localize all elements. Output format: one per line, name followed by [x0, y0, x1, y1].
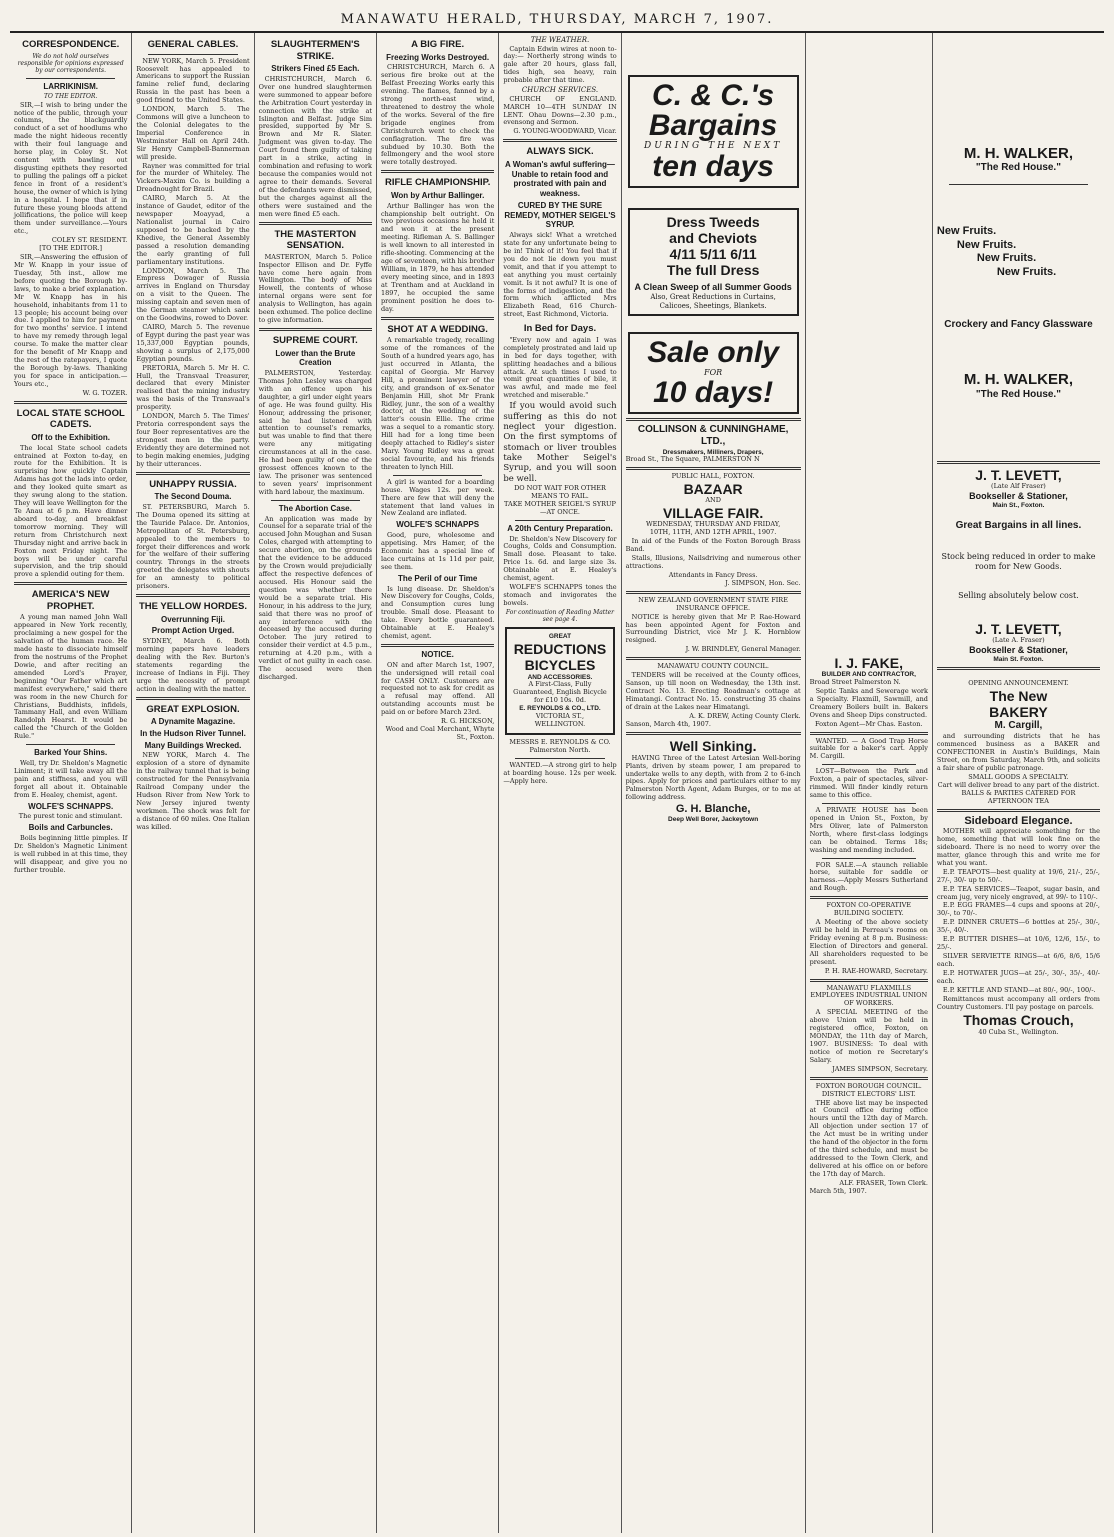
sideboard-rings: SILVER SERVIETTE RINGS—at 6/6, 8/6, 15/6 each. [936, 952, 1100, 968]
hall-stalls: Stalls, Illusions, Nailsdriving and numerous other attractions. [625, 554, 801, 570]
article-avoid: If you would avoid such suffering as this do not neglect your digestion. On the first symptoms of stomach or liver troubles take Mother Seigel's Syrup, and you will soon be well. [503, 401, 617, 484]
church-vicar: G. YOUNG-WOODWARD, Vicar. [513, 127, 617, 136]
bikes-offer: A First-Class, Fully Guaranteed, English Bicycle for £10 10s. 0d. [513, 680, 607, 705]
cc-bargains: Bargains [648, 109, 778, 142]
jt-late-2: (Late A. Fraser) [992, 636, 1045, 645]
cable-2: LONDON, March 5. The Commons will give a luncheon to the Colonial delegates to the Imperial Conference in Westminster Hall on April 24th. Sir Henry Campbell-Bannerman will preside. [136, 105, 250, 161]
new-fruits-3: New Fruits. [976, 252, 1037, 265]
crockery: Crockery and Fancy Glassware [944, 319, 1093, 331]
subheading-buildings: Many Buildings Wrecked. [144, 740, 242, 750]
divider [26, 78, 115, 79]
reynolds-place: Palmerston North. [529, 745, 591, 754]
heading-wedding: SHOT AT A WEDDING. [387, 323, 488, 335]
bakery-text: and surrounding districts that he has commenced business as a BAKER and CONFECTIONER in Austin's Buildings, Main Street, on from Saturday, March 9th, and solicits a fair share of public patronage. [936, 732, 1100, 772]
divider [14, 401, 127, 404]
subheading-douma: The Second Douma. [154, 492, 232, 502]
jt-name-1: J. T. LEVETT, [975, 466, 1062, 483]
to-editor: TO THE EDITOR. [44, 93, 98, 101]
bikes-company: E. REYNOLDS & CO., LTD. [519, 705, 601, 713]
hall-sec: J. SIMPSON, Hon. Sec. [725, 578, 801, 587]
heading-cadets: LOCAL STATE SCHOOL CADETS. [16, 407, 125, 431]
heading-peril: The Peril of our Time [397, 573, 478, 583]
subheading-freezing: Freezing Works Destroyed. [386, 52, 490, 62]
bakery-owner: M. Cargill, [994, 720, 1043, 732]
column-7 [806, 33, 933, 1533]
heading-abortion-case: The Abortion Case. [278, 503, 352, 513]
divider [810, 979, 928, 982]
column-5 [499, 33, 621, 1533]
sideboard-egg-frames: E.P. EGG FRAMES—4 cups and spoons at 20/-, 30/-, to 70/-. [936, 901, 1100, 918]
cable-3: Rayner was committed for trial for the murder of Whiteley. The Vickers-Maxim Co. is building a Dreadnought for Brazil. [136, 161, 250, 194]
jt-trade-1: Bookseller & Stationer, [969, 490, 1068, 501]
divider [148, 54, 237, 55]
column-4 [377, 33, 499, 1533]
new-bakery-1: The New [989, 687, 1048, 704]
hall-bazaar: BAZAAR [683, 481, 743, 498]
hall-village-fair: VILLAGE FAIR. [662, 505, 764, 522]
heading-explosion: GREAT EXPLOSION. [146, 703, 240, 715]
new-fruits-4: New Fruits. [996, 265, 1057, 278]
mcc-tenders: TENDERS will be received at the County offices, Sanson, up till noon on Wednesday, the 13th inst. Contract No. 13. Erecting Roadman's cottage at Himatangi. Contract No. 15. constructing 35 chains of drain at the Lakes near Himatangi. [625, 671, 801, 711]
hall-and: AND [705, 496, 721, 505]
wanted-girl: WANTED.—A strong girl to help at boarding house. 12s per week.—Apply here. [503, 760, 617, 785]
reynolds-messrs: MESSRS E. REYNOLDS & CO. [509, 738, 611, 746]
mcc-title: MANAWATU COUNTY COUNCIL. [657, 662, 769, 671]
sideboard-remittances: Remittances must accompany all orders from Country Customers. I'll pay postage on parcels. [936, 994, 1100, 1011]
fake-services: Septic Tanks and Sewerage work a Specialty. Flaxmill, Sawmill, and Creamery Boilers built in. Bakers Ovens and Sheep Dips constructed. [809, 686, 928, 719]
fcb-notice: A Meeting of the above society will be held in Perreau's rooms on Friday evening at 8 p.m. Business: Election of Directors and general. All shareholders requested to be present. [809, 918, 928, 966]
heading-prophet: AMERICA'S NEW PROPHET. [31, 589, 110, 612]
fbc-clerk: ALF. FRASER, Town Clerk. [839, 1178, 928, 1187]
fake-trade: BUILDER AND CONTRACTOR, [821, 671, 916, 679]
collinson-address: Broad St., The Square, PALMERSTON N [625, 455, 760, 464]
nzg-manager: J. W. BRINDLEY, General Manager. [685, 645, 801, 654]
jt-late-1: (Late Alf Fraser) [991, 481, 1046, 490]
divider [626, 467, 801, 470]
jt-name-2: J. T. LEVETT, [975, 621, 1062, 638]
mf-sec: JAMES SIMPSON, Secretary. [832, 1064, 928, 1073]
balls-parties: BALLS & PARTIES CATERED FOR [961, 788, 1076, 797]
heading-weather: THE WEATHER. [530, 36, 590, 44]
blank-space [810, 35, 928, 655]
divider [515, 520, 604, 521]
sideboard-teapots: E.P. TEAPOTS—best quality at 19/6, 21/-, 25/-, 27/-, 30/- up to 50/-. [936, 867, 1100, 884]
heading-notice: NOTICE. [421, 649, 454, 659]
divider [393, 475, 482, 476]
heading-always-sick: ALWAYS SICK. [526, 146, 594, 158]
sale-only: Sale only [647, 336, 779, 370]
ad-discovery: Dr. Sheldon's New Discovery for Coughs, Colds and Consumption. Small dose. Pleasant to take. Price 1s. 6d. and large size 3s. Obtainable at E. Healey's chemist, agent. [503, 534, 617, 583]
divider [515, 758, 604, 759]
divider [136, 594, 249, 597]
cc-during: DURING THE NEXT [644, 141, 783, 151]
notice-coal: ON and after March 1st, 1907, the undersigned will retail coal for CASH ONLY. Customers are requested not to ask for credit as a refusal may offend. All outstanding accounts must be paid on or before March 23rd. [380, 660, 495, 717]
jt-address-2: Main St. Foxton. [993, 656, 1044, 664]
bikes-address: VICTORIA ST., WELLINGTON. [534, 712, 586, 729]
hall-attendants: Attendants in Fancy Dress. [668, 570, 758, 579]
new-fruits-1: New Fruits. [936, 225, 997, 238]
sale-ad [628, 332, 799, 414]
church-services: CHURCH OF ENGLAND. MARCH 10—4TH SUNDAY IN LENT. Ohau Downs—2.30 p.m., evensong and Sermon. [503, 94, 617, 127]
heading-cables: GENERAL CABLES. [147, 39, 239, 50]
signature-1: COLEY ST. RESIDENT. [51, 236, 128, 245]
schnapps-tag: The purest tonic and stimulant. [18, 812, 123, 821]
fake-agent: Foxton Agent—Mr Chas. Easton. [814, 719, 923, 728]
divider [626, 657, 801, 660]
heading-supreme-court: SUPREME COURT. [272, 334, 358, 346]
divider [26, 744, 115, 745]
cable-4: CAIRO, March 5. At the instance of Gaudet, editor of the newspaper Moayyad, a Nationalist journal in Cairo supposed to be backed by the Khedive, the General Assembly passed a resolution demanding the early granting of full parliamentary institutions. [136, 194, 250, 266]
for-sale: FOR SALE.—A staunch reliable horse, suitable for saddle or harness.—Apply Messrs Sutherland and Rough. [809, 860, 928, 893]
fbc-notice: THE above list may be inspected at Council office during office hours until the 12th day of March. All objection under section 17 of the Act must be in writing under the hand of the objector in the form of the third schedule, and must be addressed to the Town Clerk, and delivered at his office on or before the 17th day of March. [809, 1098, 928, 1178]
columns [10, 33, 1104, 1533]
subheading-dynamite: A Dynamite Magazine. [150, 717, 236, 727]
divider [381, 644, 494, 647]
article-hamer: Good, pure, wholesome and appetising. Mrs Hamer, of the Economic has a special line of lace curtains at 1s 11d per pair, see them. [380, 531, 495, 571]
heading-schnapps: WOLFE'S SCHNAPPS. [28, 801, 114, 811]
fbc-title: FOXTON BOROUGH COUNCIL. [815, 1081, 922, 1090]
ad-lung: Is lung disease. Dr. Sheldon's New Discovery for Coughs, Colds, and Consumption cures lung trouble. Small dose. Pleasant to take. Every bottle guaranteed. Obtainable at E. Healey's chemist, agent. [380, 584, 495, 641]
divider [381, 317, 494, 320]
selling-below: Selling absolutely below cost. [958, 591, 1079, 601]
divider [626, 591, 801, 594]
cc-bargains-ad [628, 75, 799, 188]
article-fire: CHRISTCHURCH, March 6. A serious fire broke out at the Belfast Freezing Works early this evening. The flames, fanned by a strong north-east wind, threatened to destroy the whole of the works. Several of the fire brigade engines from Christchurch went to check the conflagration. The fire was subdued by 10.30. Both the fellmongery and the wool store were totally destroyed. [380, 63, 495, 167]
dt-3: 4/11 5/11 6/11 [669, 246, 757, 263]
heading-church: CHURCH SERVICES. [521, 86, 599, 95]
cs-2: Also, Great Reductions in Curtains, Calicoes, Sheetings, Blankets. [650, 293, 776, 310]
mf-notice: A SPECIAL MEETING of the above Union will be held in registered office, Foxton, on MONDAY, the 11th day of March, 1907. BUSINESS: To deal with notice of motion re Secretary's Salary. [809, 1008, 928, 1064]
heading-boils: Boils and Carbuncles. [28, 823, 113, 833]
weather-report: Captain Edwin wires at noon to-day:— Northerly strong winds to gale after 20 hours, glass fall, tides high, sea heavy, rain probable after that time. [503, 44, 617, 85]
heading-schnapps-2: WOLFE'S SCHNAPPS [396, 520, 480, 530]
editorial-note: We do not hold ourselves responsible for opinions expressed by our correspondents. [17, 52, 124, 75]
ad-schnapps: WOLFE'S SCHNAPPS tones the stomach and invigorates the bowels. [503, 583, 617, 607]
subheading-prompt: Prompt Action Urged. [151, 626, 235, 636]
cc-title: C. & C.'s [652, 79, 775, 112]
sale-for: FOR [704, 368, 723, 378]
opening-announcement: OPENING ANNOUNCEMENT. [968, 678, 1069, 687]
article-abortion: An application was made by Counsel for a separate trial of the accused John Moughan and Susan Coles, charged with attempting to secure abortion, on the grounds that the evidence to be adduced by the Crown would prejudicially affect the respective defences of accused. His Honour said the question was whether there would be a separate trial. His Honour, in his address to the jury, said that there was no proof of any interference with the deceased by the accused during October. The jury retired to consider their verdict at 4.5 p.m., returning at 4.20 p.m., with a verdict of not guilty in each case. The accused were then discharged. [258, 514, 372, 681]
hall-1: PUBLIC HALL, FOXTON. [671, 472, 755, 481]
cart-delivery: Cart will deliver bread to any part of the district. [937, 780, 1100, 789]
to-editor-2: [TO THE EDITOR.] [39, 244, 103, 253]
take-syrup: TAKE MOTHER SEIGEL'S SYRUP —AT ONCE. [504, 499, 616, 516]
divider [259, 328, 372, 331]
small-goods: SMALL GOODS A SPECIALTY. [968, 772, 1069, 781]
hall-aid: In aid of the Funds of the Foxton Borough Brass Band. [625, 537, 801, 554]
new-bakery-2: BAKERY [989, 703, 1048, 720]
ws-text: HAVING Three of the Latest Artesian Well-boring Plants, driven by steam power, I am prepared to undertake wells to any depth, with from 2 to 6-inch pipes. Apply for prices and particulars either to my Palmerston North Agent, Adam Burges, or to me at following address. [625, 753, 801, 802]
article-cadets: The local State school cadets entrained at Foxton to-day, en route for the Exhibition. It is surprising how quickly Captain Adams has got the lads into order, and they looked quite smart as they swung along to the station. They will leave Wellington for the Te Anau at 6 p.m. Have dinner aboard to-day, and breakfast tomorrow morning. They will return from Christchurch next Thursday night and arrive back in Foxton next Friday night. The boys will be under careful supervision, and the trip should prove a splendid outing for them. [14, 443, 128, 579]
divider [136, 697, 249, 700]
divider [822, 803, 916, 804]
ad-liniment: Well, try Dr. Sheldon's Magnetic Liniment; it will take away all the pain and stiffness, and you will forget all about it. Obtainable from E. Healey, chemist, agent. [14, 758, 128, 799]
heading-20th-century: A 20th Century Preparation. [507, 523, 613, 533]
cable-6: CAIRO, March 5. The revenue of Egypt during the past year was 15,337,000 Egyptian pounds, showing a surplus of 2,175,000 Egyptian pounds. [136, 323, 250, 363]
fbc-date: March 5th, 1907. [809, 1186, 867, 1195]
new-fruits-2: New Fruits. [956, 238, 1017, 251]
column-8 [933, 33, 1104, 1533]
notice-signature-2: Wood and Coal Merchant, Whyte St., Foxton. [385, 725, 495, 742]
article-court: PALMERSTON, Yesterday. Thomas John Lesley was charged with an offence upon his daughter, a girl under eight years of age. He was found guilty. His Honour, addressing the prisoner, said he had listened with attention to counsel's remarks, but was unable to find that there were any mitigating circumstances at all in the case. He had been guilty of one of the grossest offences known to the law. The prisoner was sentenced to seven years' imprisonment with hard labour, the maximum. [258, 369, 372, 496]
heading-masterton: THE MASTERTON SENSATION. [274, 228, 357, 252]
column-1 [10, 33, 132, 1533]
divider [949, 184, 1088, 185]
signature-2: W. G. TOZER. [82, 388, 128, 397]
heading-larrikinism: LARRIKINISM. [43, 81, 98, 91]
heading-rifle: RIFLE CHAMPIONSHIP. [384, 177, 491, 189]
cable-1: NEW YORK, March 5. President Roosevelt has appealed to Americans to support the Russian famine relief fund, declaring Russia in the past has been a good friend to the United States. [136, 56, 250, 105]
great-bargains: Great Bargains in all lines. [955, 519, 1082, 531]
cs-1: A Clean Sweep of all Summer Goods [634, 282, 792, 293]
bikes-accessories: AND ACCESSORIES. [527, 673, 593, 681]
cable-7: PRETORIA, March 5. Mr H. C. Hull, the Transvaal Treasurer, declared that every Minister realised that the mining industry was the basis of the Transvaal's prosperity. [136, 363, 250, 412]
private-house: A PRIVATE HOUSE has been opened in Union St., Foxton, by Mrs Oliver, late of Palmerston North, where first-class lodgings can be obtained. Terms 18s; washing and mending included. [809, 806, 928, 854]
mf-title: MANAWATU FLAXMILLS EMPLOYEES INDUSTRIAL UNION OF WORKERS. [810, 983, 928, 1008]
article-masterton: MASTERTON, March 5. Police Inspector Ellison and Dr. Fyffe have come here again from Wellington. The body of Miss Howell, the contents of whose internal organs were sent for analysis to Wellington, has again been exhumed. The police decline to give information. [258, 252, 372, 325]
heading-bed: In Bed for Days. [523, 323, 597, 335]
mcc-clerk: A. K. DREW, Acting County Clerk. [689, 711, 801, 720]
article-wedding: A remarkable tragedy, recalling some of the romances of the South of a hundred years ago, has just occurred in Atlanta, the capital of Georgia. Mr Harvey Hill, a prominent lawyer of the city, and grandson of ex-Senator Benjamin Hill, shot Mr Frank Ridley, junr., the son of a wealthy doctor, at the wedding of the latter's cousin Ellie. The crime was a sequel to a romantic story. Hill had for a long time been deeply attached to Ridley's sister Mary. Young Ridley was a great social favourite, and his friends threaten to lynch Hill. [380, 336, 495, 471]
fcb-sec: P. H. RAE-HOWARD, Secretary. [824, 966, 928, 975]
jt-trade-2: Bookseller & Stationer, [969, 645, 1068, 656]
stock-reduced: Stock being reduced in order to make room for New Goods. [941, 551, 1096, 571]
subheading-brute: Lower than the Brute Creation [275, 348, 356, 368]
cable-8: LONDON, March 5. The Times' Pretoria correspondent says the four Boer representatives are the strongest men in the party. Evidently they are determined not to begin making enemies, judging by their utterances. [136, 412, 250, 468]
heading-fire: A BIG FIRE. [411, 39, 465, 50]
article-strike: CHRISTCHURCH, March 6. Over one hundred slaughtermen were summoned to appear before the Arbitration Court yesterday in connection with the strike at Islington and Belfast. Judge Sim presided, supported by Mr S. Brown and Mr R. Slater. Judgment was given to-day. The Court found them guilty of taking part in a strike, acting in combination and refusing to work because the companies would not agree to their demands. Several of the defendants were dismissed, but the charges against all the others were sustained and the men were fined £5 each. [258, 74, 372, 218]
divider [503, 139, 616, 142]
divider [810, 1077, 928, 1080]
notice-signature: R. G. HICKSON, [441, 717, 495, 726]
dt-1: Dress Tweeds [666, 213, 760, 230]
divider [822, 858, 916, 859]
column-2 [132, 33, 254, 1533]
article-fiji: SYDNEY, March 6. Both morning papers have leaders dealing with the Rev. Burton's statements regarding the increase of Indians in Fiji. They urge the necessity of prompt action in dealing with the matter. [136, 637, 250, 693]
crouch-name: Thomas Crouch, [963, 1012, 1074, 1029]
subheading-ballinger: Won by Arthur Ballinger. [390, 190, 485, 200]
hall-dates: 10TH, 11TH, AND 12TH APRIL, 1907. [649, 528, 777, 537]
dt-4: The full Dress [666, 262, 760, 279]
article-prophet: A young man named John Wall appeared in New York recently, proclaiming a new gospel for the salvation of the human race. He made haste to dissociate himself from the nostrums of the Prophet Dowie, and after reciting an amended Lord's Prayer, beginning "Our Father which art manifest everywhere," said there was room in the new Church for Christians, Buddhists, infidels, Tammany Hall, and even William Randolph Hearst. It would be called the "Church of the Golden Rule." [14, 613, 128, 741]
article-rifle: Arthur Ballinger has won the championship belt outright. On two previous occasions he held it and won it at the present meeting. Rifleman A. S. Ballinger is well known to all interested in rifle-shooting. Commencing at the age of seventeen, with his brother William, in 1879, he has attended every meeting since, and in 1893 at Trentham and at Auckland in 1897, he occupied the same prominent position he does to-day. [380, 201, 495, 313]
divider [136, 472, 249, 475]
mcc-date: Sanson, March 4th, 1907. [625, 719, 711, 728]
mh-name-2: M. H. WALKER, [963, 371, 1074, 389]
subheading-hudson: In the Hudson River Tunnel. [140, 728, 246, 738]
mh-name-1: M. H. WALKER, [963, 145, 1074, 162]
divider [822, 764, 916, 765]
column-6 [622, 33, 806, 1533]
article-misc: A girl is wanted for a boarding house. Wages 12s. per week. There are few that will deny the statement that land values in New Zealand are inflated. [380, 477, 495, 518]
heading-russia: UNHAPPY RUSSIA. [149, 478, 237, 490]
divider [937, 667, 1100, 670]
sideboard-cruets: E.P. DINNER CRUETS—6 bottles at 25/-, 30/-, 35/-, 40/-. [936, 918, 1100, 935]
sideboard-jugs: E.P. HOTWATER JUGS—at 25/-, 30/-, 35/-, 40/- each. [936, 968, 1100, 985]
divider [810, 896, 928, 899]
divider [14, 582, 127, 585]
fbc-subtitle: DISTRICT ELECTORS' LIST. [821, 1089, 916, 1098]
column-3 [255, 33, 377, 1533]
sideboard-tea-services: E.P. TEA SERVICES—Teapot, sugar basin, and cream jug, very nicely engraved, at 99/- to 110/-. [936, 884, 1100, 901]
subheading-suffering: A Woman's awful suffering—Unable to retain food and prostrated with pain and weakness. [505, 159, 615, 199]
divider [937, 809, 1100, 812]
ws-trade: Deep Well Borer, Jackeytown [668, 815, 759, 823]
lost-notice: LOST—Between the Park and Foxton, a pair of spectacles, silver-rimmed. Will finder kindly return same to this office. [809, 767, 928, 800]
divider [626, 418, 801, 421]
mh-house-1: "The Red House." [975, 162, 1061, 174]
divider [626, 732, 801, 735]
ws-name: G. H. Blanche, [675, 803, 751, 816]
divider [259, 222, 372, 225]
sideboard-intro: MOTHER will appreciate something for the home, something that will look fine on the sideboard. There is no need to worry over the matter, glance through this and write me for what you want. [936, 827, 1100, 867]
fake-name: I. J. FAKE, [834, 655, 903, 671]
sale-10-days: 10 days! [653, 376, 774, 410]
collinson-trade: Dressmakers, Milliners, Drapers, [662, 448, 764, 456]
afternoon-tea: AFTERNOON TEA [987, 796, 1049, 805]
article-explosion: NEW YORK, March 4. The explosion of a store of dynamite in the railway tunnel that is being constructed for the Pennsylvania Railroad Company under the Hudson River from New York to New Jersey injured twenty workmen. The shock was felt for a distance of 60 miles. One Italian was killed. [136, 751, 250, 831]
divider [381, 170, 494, 173]
bikes-great: GREAT [548, 633, 572, 641]
masthead: MANAWATU HERALD, THURSDAY, MARCH 7, 1907. [10, 8, 1104, 33]
article-sick: Always sick! What a wretched state for any unfortunate being to be in! Think of it! You feel that if you do not lie down you must vomit, and that if you attempt to eat anything you must certainly vomit. Is it not awful? It is one of the forms of indigestion, and the form which afflicted Mrs Elizabeth Read, 616 Church-street, East Richmond, Victoria. [503, 231, 617, 319]
subheading-exhibition: Off to the Exhibition. [31, 432, 110, 442]
heading-shins: Barked Your Shins. [34, 748, 108, 758]
cc-ten-days: ten days [652, 149, 774, 183]
dt-2: and Cheviots [669, 230, 758, 247]
sideboard-kettle: E.P. KETTLE AND STAND—at 80/-, 90/-, 100/-. [942, 985, 1096, 994]
subheading-fined: Strikers Fined £5 Each. [271, 64, 360, 74]
nzg-title: NEW ZEALAND GOVERNMENT STATE FIRE INSURANCE OFFICE. [638, 595, 788, 612]
article-douma: ST. PETERSBURG, March 5. The Douma opened its sitting at the Tauride Palace. Dr. Antonios, Metropolitan of St. Petersburg, appealed to the members to forget their differences and work for the welfare of their suffering country. Throngs in the streets greeted the delegates with shouts for an amnesty to political prisoners. [136, 502, 250, 591]
mh-house-2: "The Red House." [975, 388, 1061, 400]
bikes-reductions: REDUCTIONS [513, 641, 607, 658]
do-not-wait: DO NOT WAIT FOR OTHER MEANS TO FAIL. [514, 484, 606, 500]
subheading-cured: CURED BY THE SURE REMEDY, MOTHER SEIGEL'S SYRUP. [504, 200, 616, 230]
letter-1: SIR,—I wish to bring under the notice of the public, through your columns, the blackguardly conduct of a set of hoodlums who made the night hideous recently with their foul language and horse play, in Coley St. Not content with bawling out disgusting epithets they resorted to pulling the palings off a picket fence in front of a resident's house, the owner of which is lying in a hospital. I hope that if in future these young bloods attend jollifications, the police will keep them under surveillance.—Yours etc., [14, 100, 128, 236]
heading-strike: SLAUGHTERMEN'S STRIKE. [270, 39, 360, 62]
divider [937, 461, 1100, 464]
ad-boils: Boils beginning little pimples. If Dr. Sheldon's Magnetic Liniment is well rubbed in at this time, they will disappear, and give you no further trouble. [14, 833, 128, 874]
heading-correspondence: CORRESPONDENCE. [22, 39, 120, 50]
bicycles-ad [505, 627, 614, 735]
crouch-address: 40 Cuba St., Wellington. [978, 1027, 1059, 1036]
cable-5: LONDON, March 5. The Empress Dowager of Russia arrives in England on Thursday on a visit to the Queen. The missing captain and seven men of the German steamer which sank on the Goodwins, rowed to Dover. [136, 266, 250, 323]
nzg-notice: NOTICE is hereby given that Mr P. Rae-Howard has been appointed Agent for Foxton and Surrounding District, vice Mr J. K. Hornblow resigned. [625, 612, 801, 645]
ws-title: Well Sinking. [669, 737, 757, 754]
hall-days: WEDNESDAY, THURSDAY AND FRIDAY, [645, 520, 781, 529]
sideboard-title: Sideboard Elegance. [964, 814, 1073, 827]
article-bed: "Every now and again I was completely prostrated and laid up in bed for days together, with splitting headaches and a bilious attack. At such times I used to vomit great quantities of bile, it was awful, and made me feel wretched and miserable." [503, 335, 617, 400]
dress-tweeds-ad [628, 208, 799, 316]
fcb-title: FOXTON CO-OPERATIVE BUILDING SOCIETY. [826, 901, 912, 918]
letter-2: SIR,—Answering the effusion of Mr W. Knapp in your issue of Tuesday, 5th inst., allow me before quoting the Borough by-laws, to make a brief explanation. Mr W. Knapp has in his household, inhabitants from 11 to 13 people; his account being over due. I applied to him for payment for two months' service. I intend to have my remedy through legal course. To make the matter clear for the benefit of Mr Knapp and the rest of the ratepayers, I quote the Borough by-laws. Thanking you for space in anticipation.—Yours etc., [14, 253, 128, 388]
collinson-title: COLLINSON & CUNNINGHAME, LTD., [637, 424, 789, 448]
divider [810, 732, 928, 735]
fake-address: Broad Street Palmerston N. [809, 678, 901, 687]
sideboard-butter: E.P. BUTTER DISHES—at 10/6, 12/6, 15/-, to 25/-. [936, 935, 1100, 952]
jt-address-1: Main St., Foxton. [992, 501, 1045, 509]
wanted-horse: WANTED. — A Good Trap Horse suitable for a baker's cart. Apply M. Cargill. [809, 736, 928, 761]
bikes-bicycles: BICYCLES [524, 657, 596, 674]
heading-yellow-hordes: THE YELLOW HORDES. [138, 601, 247, 613]
divider [271, 500, 360, 501]
subheading-fiji: Overrunning Fiji. [160, 614, 225, 624]
continuation-note: For continuation of Reading Matter see page 4. [505, 608, 615, 624]
